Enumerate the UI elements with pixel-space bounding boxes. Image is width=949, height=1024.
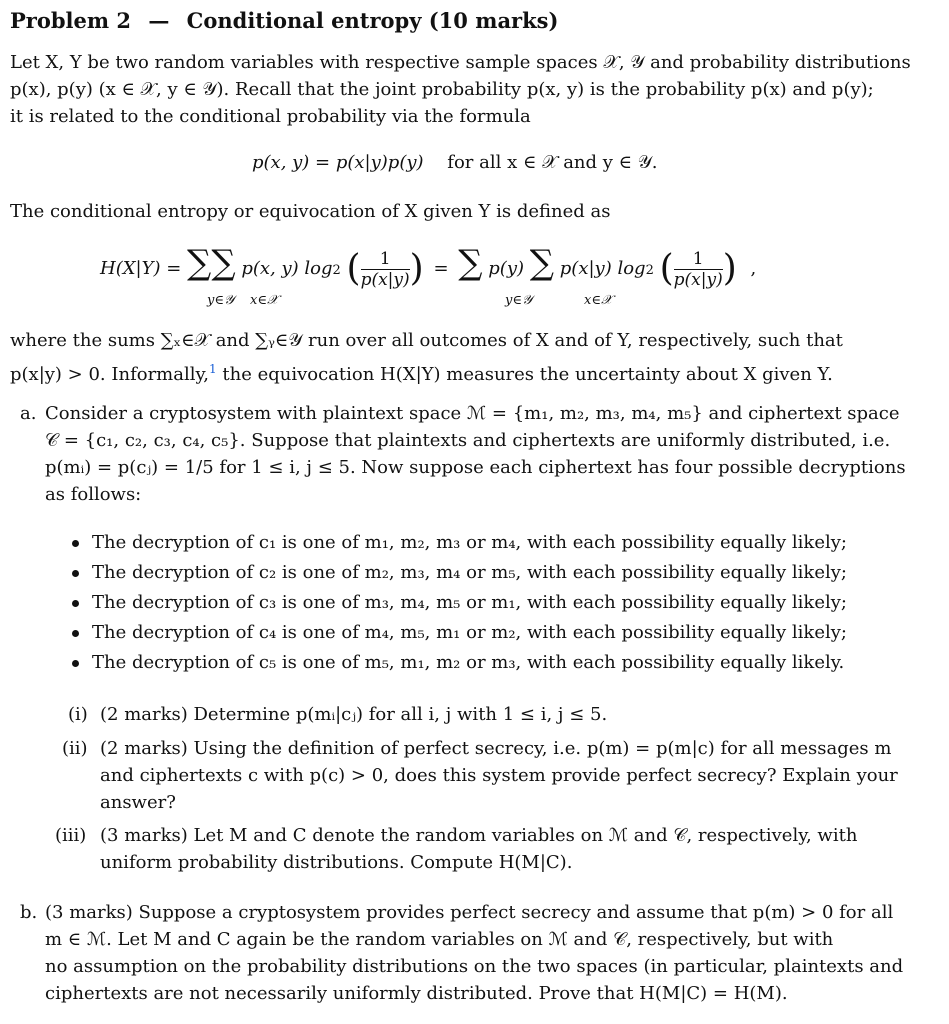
problem-title: Conditional entropy (10 marks) xyxy=(186,8,559,33)
footnote-marker[interactable]: 1 xyxy=(209,362,217,376)
subq-iii-line-2: uniform probability distributions. Compute H(M|C). xyxy=(100,852,573,873)
part-a-line-1: Consider a cryptosystem with plaintext space ℳ = {m₁, m₂, m₃, m₄, m₅} and ciphertext space xyxy=(45,403,900,424)
subq-ii-line-1: (2 marks) Using the definition of perfect secrecy, i.e. p(m) = p(m|c) for all messages m xyxy=(100,738,892,759)
formula1-rhs: for all x ∈ 𝒳 and y ∈ 𝒴. xyxy=(447,152,658,173)
subq-ii-line-2: and ciphertexts c with p(c) > 0, does this system provide perfect secrecy? Explain your xyxy=(100,765,898,786)
log-base-1: 2 xyxy=(332,263,341,278)
sum-symbol-x: ∑ xyxy=(211,243,236,283)
intro-line-2: p(x), p(y) (x ∈ 𝒳, y ∈ 𝒴). Recall that the joint probability p(x, y) is the probability p(x) and p(y); xyxy=(10,79,874,100)
sum-symbol-y2: ∑ xyxy=(458,243,483,283)
intro-line-1: Let X, Y be two random variables with respective sample spaces 𝒳, 𝒴 and probability distributions xyxy=(10,52,911,73)
subq-i-label: (i) xyxy=(68,704,88,725)
part-a-line-2: 𝒞 = {c₁, c₂, c₃, c₄, c₅}. Suppose that plaintexts and ciphertexts are uniformly distributed, i.e. xyxy=(45,430,891,451)
list-item: The decryption of c₅ is one of m₅, m₁, m₂ or m₃, with each possibility equally likely. xyxy=(92,652,845,673)
subq-iii-label: (iii) xyxy=(55,825,87,846)
bullet-dot xyxy=(72,630,79,637)
sum-symbol-x2: ∑ xyxy=(529,243,555,283)
formula2-term2a: p(y) xyxy=(488,258,525,279)
sum-symbol-y: ∑ xyxy=(187,243,212,283)
bullet-dot xyxy=(72,570,79,577)
part-b-line-2: m ∈ ℳ. Let M and C again be the random variables on ℳ and 𝒞, respectively, but with xyxy=(45,929,834,950)
subq-i-line-1: (2 marks) Determine p(mᵢ|cⱼ) for all i, j with 1 ≤ i, j ≤ 5. xyxy=(100,704,608,725)
bullet-dot xyxy=(72,600,79,607)
fraction-2-denominator: p(x|y) xyxy=(673,269,723,290)
fraction-2-numerator: 1 xyxy=(674,249,723,270)
part-b-line-1: (3 marks) Suppose a cryptosystem provides perfect secrecy and assume that p(m) > 0 for all xyxy=(45,902,894,923)
formula2-equals: = xyxy=(433,258,449,279)
equivocation-formula: H(X|Y) = ∑∑ p(x, y) log2 ( $\frac{1}{p(x|y)}$ ) = ∑ p(y) ∑ p(x|y) log2 ( $\frac{1}{p(x|y)}$ ) , xyxy=(100,243,757,290)
part-a-line-3: p(mᵢ) = p(cⱼ) = 1/5 for 1 ≤ i, j ≤ 5. Now suppose each ciphertext has four possible decryptions xyxy=(45,457,906,478)
subq-ii-line-3: answer? xyxy=(100,792,176,813)
sum-subscript-y: y∈𝒴 xyxy=(207,293,235,308)
part-a-label: a. xyxy=(20,403,37,424)
log-base-2: 2 xyxy=(645,263,654,278)
list-item: The decryption of c₃ is one of m₃, m₄, m₅ or m₁, with each possibility equally likely; xyxy=(92,592,847,613)
joint-probability-formula xyxy=(252,152,658,174)
where-line-2b: the equivocation H(X|Y) measures the uncertainty about X given Y. xyxy=(216,364,833,385)
formula2-term1: p(x, y) log xyxy=(241,258,333,279)
sum-subscript-y2: y∈𝒴 xyxy=(505,293,533,308)
part-b-line-4: ciphertexts are not necessarily uniformly distributed. Prove that H(M|C) = H(M). xyxy=(45,983,788,1004)
sum-subscript-x: x∈𝒳 xyxy=(250,293,279,308)
formula2-lhs: H(X|Y) = xyxy=(100,258,182,279)
where-line-2 xyxy=(10,358,833,386)
sum-subscript-x2: x∈𝒳 xyxy=(584,293,613,308)
fraction-1 xyxy=(361,249,410,290)
fraction-2 xyxy=(674,249,723,290)
title-dash: — xyxy=(148,8,170,33)
bullet-dot xyxy=(72,660,79,667)
fraction-1-numerator: 1 xyxy=(361,249,410,270)
list-item: The decryption of c₄ is one of m₄, m₅, m₁ or m₂, with each possibility equally likely; xyxy=(92,622,847,643)
fraction-1-denominator: p(x|y) xyxy=(360,269,410,290)
list-item: The decryption of c₂ is one of m₂, m₃, m₄ or m₅, with each possibility equally likely; xyxy=(92,562,847,583)
intro-line-3: it is related to the conditional probability via the formula xyxy=(10,106,531,127)
problem-heading xyxy=(10,10,558,32)
formula1-lhs: p(x, y) = p(x|y)p(y) xyxy=(252,152,424,173)
subq-iii-line-1: (3 marks) Let M and C denote the random variables on ℳ and 𝒞, respectively, with xyxy=(100,825,858,846)
part-b-line-3: no assumption on the probability distributions on the two spaces (in particular, plaintexts and xyxy=(45,956,904,977)
subq-ii-label: (ii) xyxy=(62,738,88,759)
definition-line: The conditional entropy or equivocation of X given Y is defined as xyxy=(10,201,611,222)
problem-number: Problem 2 xyxy=(10,8,132,33)
where-line-1: where the sums ∑ₓ∈𝒳 and ∑ᵧ∈𝒴 run over all outcomes of X and of Y, respectively, such that xyxy=(10,330,843,351)
formula2-term2b: p(x|y) log xyxy=(559,258,646,279)
formula2-comma: , xyxy=(750,258,757,279)
bullet-dot xyxy=(72,540,79,547)
part-a-line-4: as follows: xyxy=(45,484,142,505)
list-item: The decryption of c₁ is one of m₁, m₂, m₃ or m₄, with each possibility equally likely; xyxy=(92,532,847,553)
part-b-label: b. xyxy=(20,902,38,923)
where-line-2a: p(x|y) > 0. Informally, xyxy=(10,364,209,385)
